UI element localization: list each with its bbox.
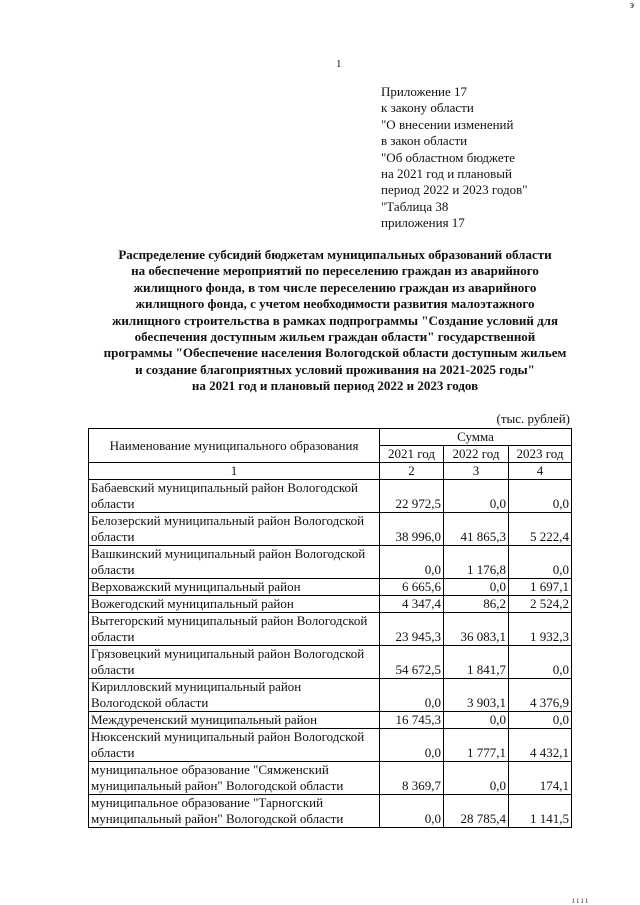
page-number: 1: [336, 58, 342, 70]
value-2021: 0,0: [380, 679, 444, 712]
row-name: [89, 613, 380, 646]
table-row: [89, 729, 572, 762]
header-year: 2023 год: [509, 446, 572, 463]
row-name-line: Вожегодский муниципальный район: [91, 596, 294, 611]
row-name-line: муниципальное образование "Тарногский: [91, 795, 324, 810]
row-name-line: области: [91, 562, 135, 577]
table-row: [89, 480, 572, 513]
row-name: [89, 513, 380, 546]
table-row: [89, 579, 572, 596]
row-name: [89, 546, 380, 579]
table-row: [89, 596, 572, 613]
table-row: [89, 712, 572, 729]
value-2023: 0,0: [509, 646, 572, 679]
row-name-line: муниципальный район" Вологодской области: [91, 778, 344, 793]
title-line: на обеспечение мероприятий по переселению граждан из аварийного: [131, 263, 539, 279]
col-number: 3: [444, 463, 509, 480]
value-2023: 0,0: [509, 480, 572, 513]
value-2022: 3 903,1: [444, 679, 509, 712]
appendix-line: "Об областном бюджете: [381, 149, 516, 165]
value-2022: 0,0: [444, 579, 509, 596]
value-2023: 4 432,1: [509, 729, 572, 762]
table-header-row: [89, 429, 572, 446]
value-2023: 1 932,3: [509, 613, 572, 646]
table-row: [89, 613, 572, 646]
table-row: [89, 762, 572, 795]
row-name: [89, 480, 380, 513]
value-2022: 0,0: [444, 762, 509, 795]
value-2021: 4 347,4: [380, 596, 444, 613]
value-2023: 0,0: [509, 712, 572, 729]
row-name: [89, 729, 380, 762]
subsidies-table: [88, 428, 572, 828]
title-line: и создание благоприятных условий проживания на 2021-2025 годы": [135, 361, 535, 377]
row-name-line: Вытегорский муниципальный район Вологодской: [91, 613, 368, 628]
header-year: 2022 год: [444, 446, 509, 463]
header-year: 2021 год: [380, 446, 444, 463]
row-name: [89, 579, 380, 596]
appendix-line: в закон области: [381, 133, 468, 149]
row-name-line: Бабаевский муниципальный район Вологодской: [91, 480, 358, 495]
value-2023: 1 697,1: [509, 579, 572, 596]
row-name-line: муниципальный район" Вологодской области: [91, 811, 344, 826]
value-2021: 8 369,7: [380, 762, 444, 795]
row-name: [89, 795, 380, 828]
row-name-line: Вологодской области: [91, 695, 209, 710]
value-2023: 4 376,9: [509, 679, 572, 712]
corner-mark: э: [629, 0, 634, 11]
row-name-line: Вашкинский муниципальный район Вологодской: [91, 546, 366, 561]
row-name-line: области: [91, 496, 135, 511]
title-line: программы "Обеспечение населения Вологодской области доступным жильем: [103, 345, 567, 361]
unit-note: (тыс. рублей): [496, 411, 570, 426]
value-2023: 174,1: [509, 762, 572, 795]
value-2021: 0,0: [380, 729, 444, 762]
row-name-line: Междуреченский муниципальный район: [91, 712, 318, 727]
value-2021: 38 996,0: [380, 513, 444, 546]
title-line: жилищного фонда, с учетом необходимости развития малоэтажного: [135, 296, 535, 312]
row-name-line: области: [91, 629, 135, 644]
row-name-line: муниципальное образование "Сямженский: [91, 762, 329, 777]
appendix-header: [381, 84, 528, 232]
row-name: [89, 679, 380, 712]
title-line: обеспечения доступным жильем граждан области" государственной: [134, 329, 536, 345]
row-name: [89, 712, 380, 729]
col-number: 1: [89, 463, 380, 480]
value-2023: 1 141,5: [509, 795, 572, 828]
row-name: [89, 596, 380, 613]
row-name: [89, 762, 380, 795]
table-row: [89, 546, 572, 579]
row-name-line: Кирилловский муниципальный район: [91, 679, 302, 694]
title-line: Распределение субсидий бюджетам муниципальных образований области: [118, 247, 552, 262]
bottom-mark: ıııı: [571, 895, 590, 905]
appendix-line: к закону области: [381, 100, 474, 116]
row-name-line: области: [91, 745, 135, 760]
value-2021: 6 665,6: [380, 579, 444, 596]
value-2022: 28 785,4: [444, 795, 509, 828]
row-name: [89, 646, 380, 679]
value-2022: 1 841,7: [444, 646, 509, 679]
value-2022: 36 083,1: [444, 613, 509, 646]
row-name-line: Белозерский муниципальный район Вологодской: [91, 513, 365, 528]
document-title: [70, 247, 600, 395]
row-name-line: Нюксенский муниципальный район Вологодской: [91, 729, 365, 744]
header-sum: Сумма: [380, 429, 572, 446]
table-colnum-row: [89, 463, 572, 480]
table-row: [89, 795, 572, 828]
value-2021: 23 945,3: [380, 613, 444, 646]
row-name-line: Грязовецкий муниципальный район Вологодской: [91, 646, 365, 661]
value-2022: 1 777,1: [444, 729, 509, 762]
header-name: Наименование муниципального образования: [89, 429, 380, 463]
table-body: [89, 480, 572, 828]
value-2022: 86,2: [444, 596, 509, 613]
appendix-line: приложения 17: [381, 215, 465, 231]
value-2023: 0,0: [509, 546, 572, 579]
value-2023: 5 222,4: [509, 513, 572, 546]
title-line: жилищного фонда, в том числе переселению граждан из аварийного: [133, 279, 537, 295]
row-name-line: области: [91, 662, 135, 677]
value-2023: 2 524,2: [509, 596, 572, 613]
value-2021: 54 672,5: [380, 646, 444, 679]
appendix-line: "О внесении изменений: [381, 116, 514, 132]
appendix-line: период 2022 и 2023 годов": [381, 182, 528, 198]
table-row: [89, 513, 572, 546]
appendix-line: Приложение 17: [381, 84, 468, 99]
col-number: 4: [509, 463, 572, 480]
value-2021: 22 972,5: [380, 480, 444, 513]
value-2021: 0,0: [380, 546, 444, 579]
appendix-line: на 2021 год и плановый: [381, 166, 512, 182]
value-2022: 0,0: [444, 480, 509, 513]
col-number: 2: [380, 463, 444, 480]
value-2021: 16 745,3: [380, 712, 444, 729]
table-row: [89, 646, 572, 679]
value-2022: 41 865,3: [444, 513, 509, 546]
value-2022: 1 176,8: [444, 546, 509, 579]
row-name-line: Верховажский муниципальный район: [91, 579, 301, 594]
table-row: [89, 679, 572, 712]
value-2022: 0,0: [444, 712, 509, 729]
value-2021: 0,0: [380, 795, 444, 828]
row-name-line: области: [91, 529, 135, 544]
title-line: жилищного строительства в рамках подпрограммы "Создание условий для: [112, 312, 558, 328]
appendix-line: "Таблица 38: [381, 198, 449, 214]
title-line: на 2021 год и плановый период 2022 и 2023 годов: [191, 378, 479, 394]
